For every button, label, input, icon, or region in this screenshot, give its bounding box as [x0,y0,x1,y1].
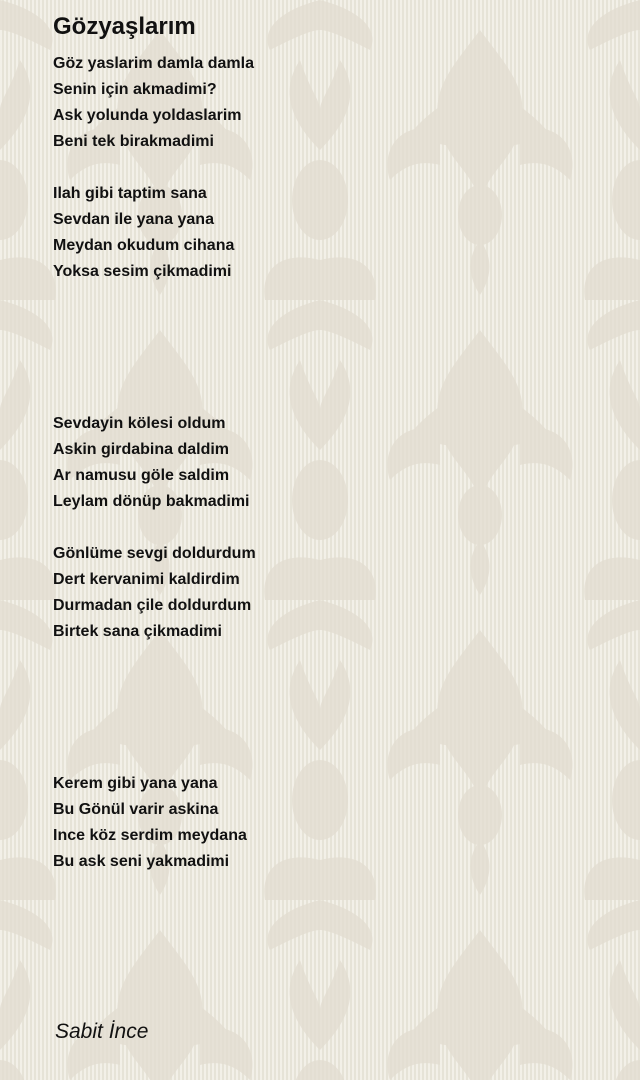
poem-line: Bu ask seni yakmadimi [53,853,230,870]
author-name: Sabit İnce [55,1020,149,1043]
stanza-3 [53,411,249,515]
poem-line: Sevdan ile yana yana [53,211,214,228]
poem-title: Gözyaşlarım [53,13,196,40]
poem-line: Göz yaslarim damla damla [53,55,254,72]
poem-line: Sevdayin kölesi oldum [53,415,226,432]
poem-line: Durmadan çile doldurdum [53,597,252,614]
poem-line: Ar namusu göle saldim [53,467,230,484]
poem-line: Ince köz serdim meydana [53,827,247,844]
poem-line: Birtek sana çikmadimi [53,623,222,640]
poem-line: Bu Gönül varir askina [53,801,219,818]
poem-line: Ask yolunda yoldaslarim [53,107,242,124]
stanza-2 [53,181,234,285]
stanza-5 [53,771,247,875]
poem-line: Askin girdabina daldim [53,441,230,458]
poem-line: Beni tek birakmadimi [53,133,214,150]
poem-line: Meydan okudum cihana [53,237,235,254]
poem-line: Yoksa sesim çikmadimi [53,263,232,280]
poem-line: Ilah gibi taptim sana [53,185,207,202]
poem-line: Senin için akmadimi? [53,81,217,98]
poem-line: Gönlüme sevgi doldurdum [53,545,256,562]
poem-line: Kerem gibi yana yana [53,775,218,792]
poem-line: Leylam dönüp bakmadimi [53,493,250,510]
poem-line: Dert kervanimi kaldirdim [53,571,240,588]
stanza-1 [53,51,254,155]
stanza-4 [53,541,256,645]
